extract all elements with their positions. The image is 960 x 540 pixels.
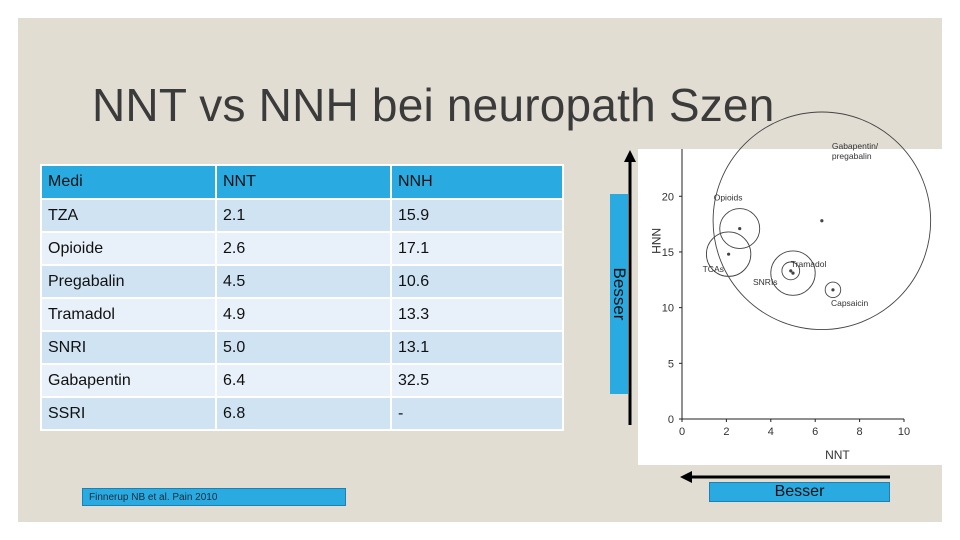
- x-tick-label: 8: [856, 426, 863, 438]
- y-tick-label: 20: [661, 191, 674, 204]
- bubble-label: Opioids: [713, 192, 743, 203]
- cell-drug: Opioide: [41, 232, 216, 265]
- y-tick-label: 5: [667, 358, 674, 371]
- table-row: [41, 232, 563, 265]
- bubble-center: [820, 219, 823, 222]
- cell-drug: SNRI: [41, 331, 216, 364]
- bubble-center: [738, 227, 741, 230]
- cell-drug: Pregabalin: [41, 265, 216, 298]
- up-arrow-icon: [623, 150, 637, 430]
- cell-drug: Tramadol: [41, 298, 216, 331]
- bubble-center: [791, 272, 794, 275]
- table-row: [41, 199, 563, 232]
- bubble-center: [727, 253, 730, 256]
- header-nnh: NNH: [391, 165, 563, 199]
- cell-nnh: 13.1: [391, 331, 563, 364]
- horizontal-label-text: Besser: [774, 483, 825, 500]
- bubble-label: Tramadol: [790, 258, 827, 269]
- vertical-label-text: Besser: [610, 267, 629, 321]
- table-row: [41, 265, 563, 298]
- cell-drug: Gabapentin: [41, 364, 216, 397]
- cell-nnt: 2.6: [216, 232, 391, 265]
- x-tick-label: 0: [678, 426, 686, 438]
- cell-nnt: 6.8: [216, 397, 391, 430]
- table-row: [41, 364, 563, 397]
- table-row: [41, 331, 563, 364]
- nnt-nnh-table: [40, 164, 564, 431]
- cell-drug: SSRI: [41, 397, 216, 430]
- header-nnt: NNT: [216, 165, 391, 199]
- table-row: [41, 397, 563, 430]
- y-tick-label: 15: [661, 246, 674, 259]
- cell-nnt: 6.4: [216, 364, 391, 397]
- cell-nnt: 4.5: [216, 265, 391, 298]
- x-tick-label: 4: [767, 426, 774, 438]
- bubble-label: Gabapentin/ pregabalin: [831, 140, 879, 161]
- bubble-label: Capsaicin: [830, 297, 869, 308]
- x-tick-label: 6: [812, 426, 819, 438]
- x-tick-label: 2: [723, 426, 730, 438]
- bubble-chart-panel: [638, 140, 946, 465]
- cell-nnh: 10.6: [391, 265, 563, 298]
- table-header-row: [41, 165, 563, 199]
- cell-nnh: 15.9: [391, 199, 563, 232]
- header-medi: Medi: [41, 165, 216, 199]
- y-tick-label: 0: [667, 414, 674, 426]
- cell-nnt: 2.1: [216, 199, 391, 232]
- bubble-center: [831, 288, 834, 291]
- x-axis-title: NNT: [825, 448, 850, 462]
- bubble-label: TCAs: [702, 264, 724, 275]
- cell-nnt: 5.0: [216, 331, 391, 364]
- cell-nnt: 4.9: [216, 298, 391, 331]
- cell-nnh: 17.1: [391, 232, 563, 265]
- y-tick-label: 10: [661, 302, 674, 315]
- bubble-label: SNRIs: [753, 277, 778, 288]
- cell-nnh: 32.5: [391, 364, 563, 397]
- table-row: [41, 298, 563, 331]
- cell-nnh: -: [391, 397, 563, 430]
- bubble-chart: [638, 140, 946, 465]
- source-citation: Finnerup NB et al. Pain 2010: [82, 488, 346, 506]
- cell-drug: TZA: [41, 199, 216, 232]
- x-tick-label: 10: [897, 426, 911, 438]
- y-axis-title: NNH: [649, 227, 663, 254]
- cell-nnh: 13.3: [391, 298, 563, 331]
- slide-title: NNT vs NNH bei neuropath Szen: [92, 79, 775, 131]
